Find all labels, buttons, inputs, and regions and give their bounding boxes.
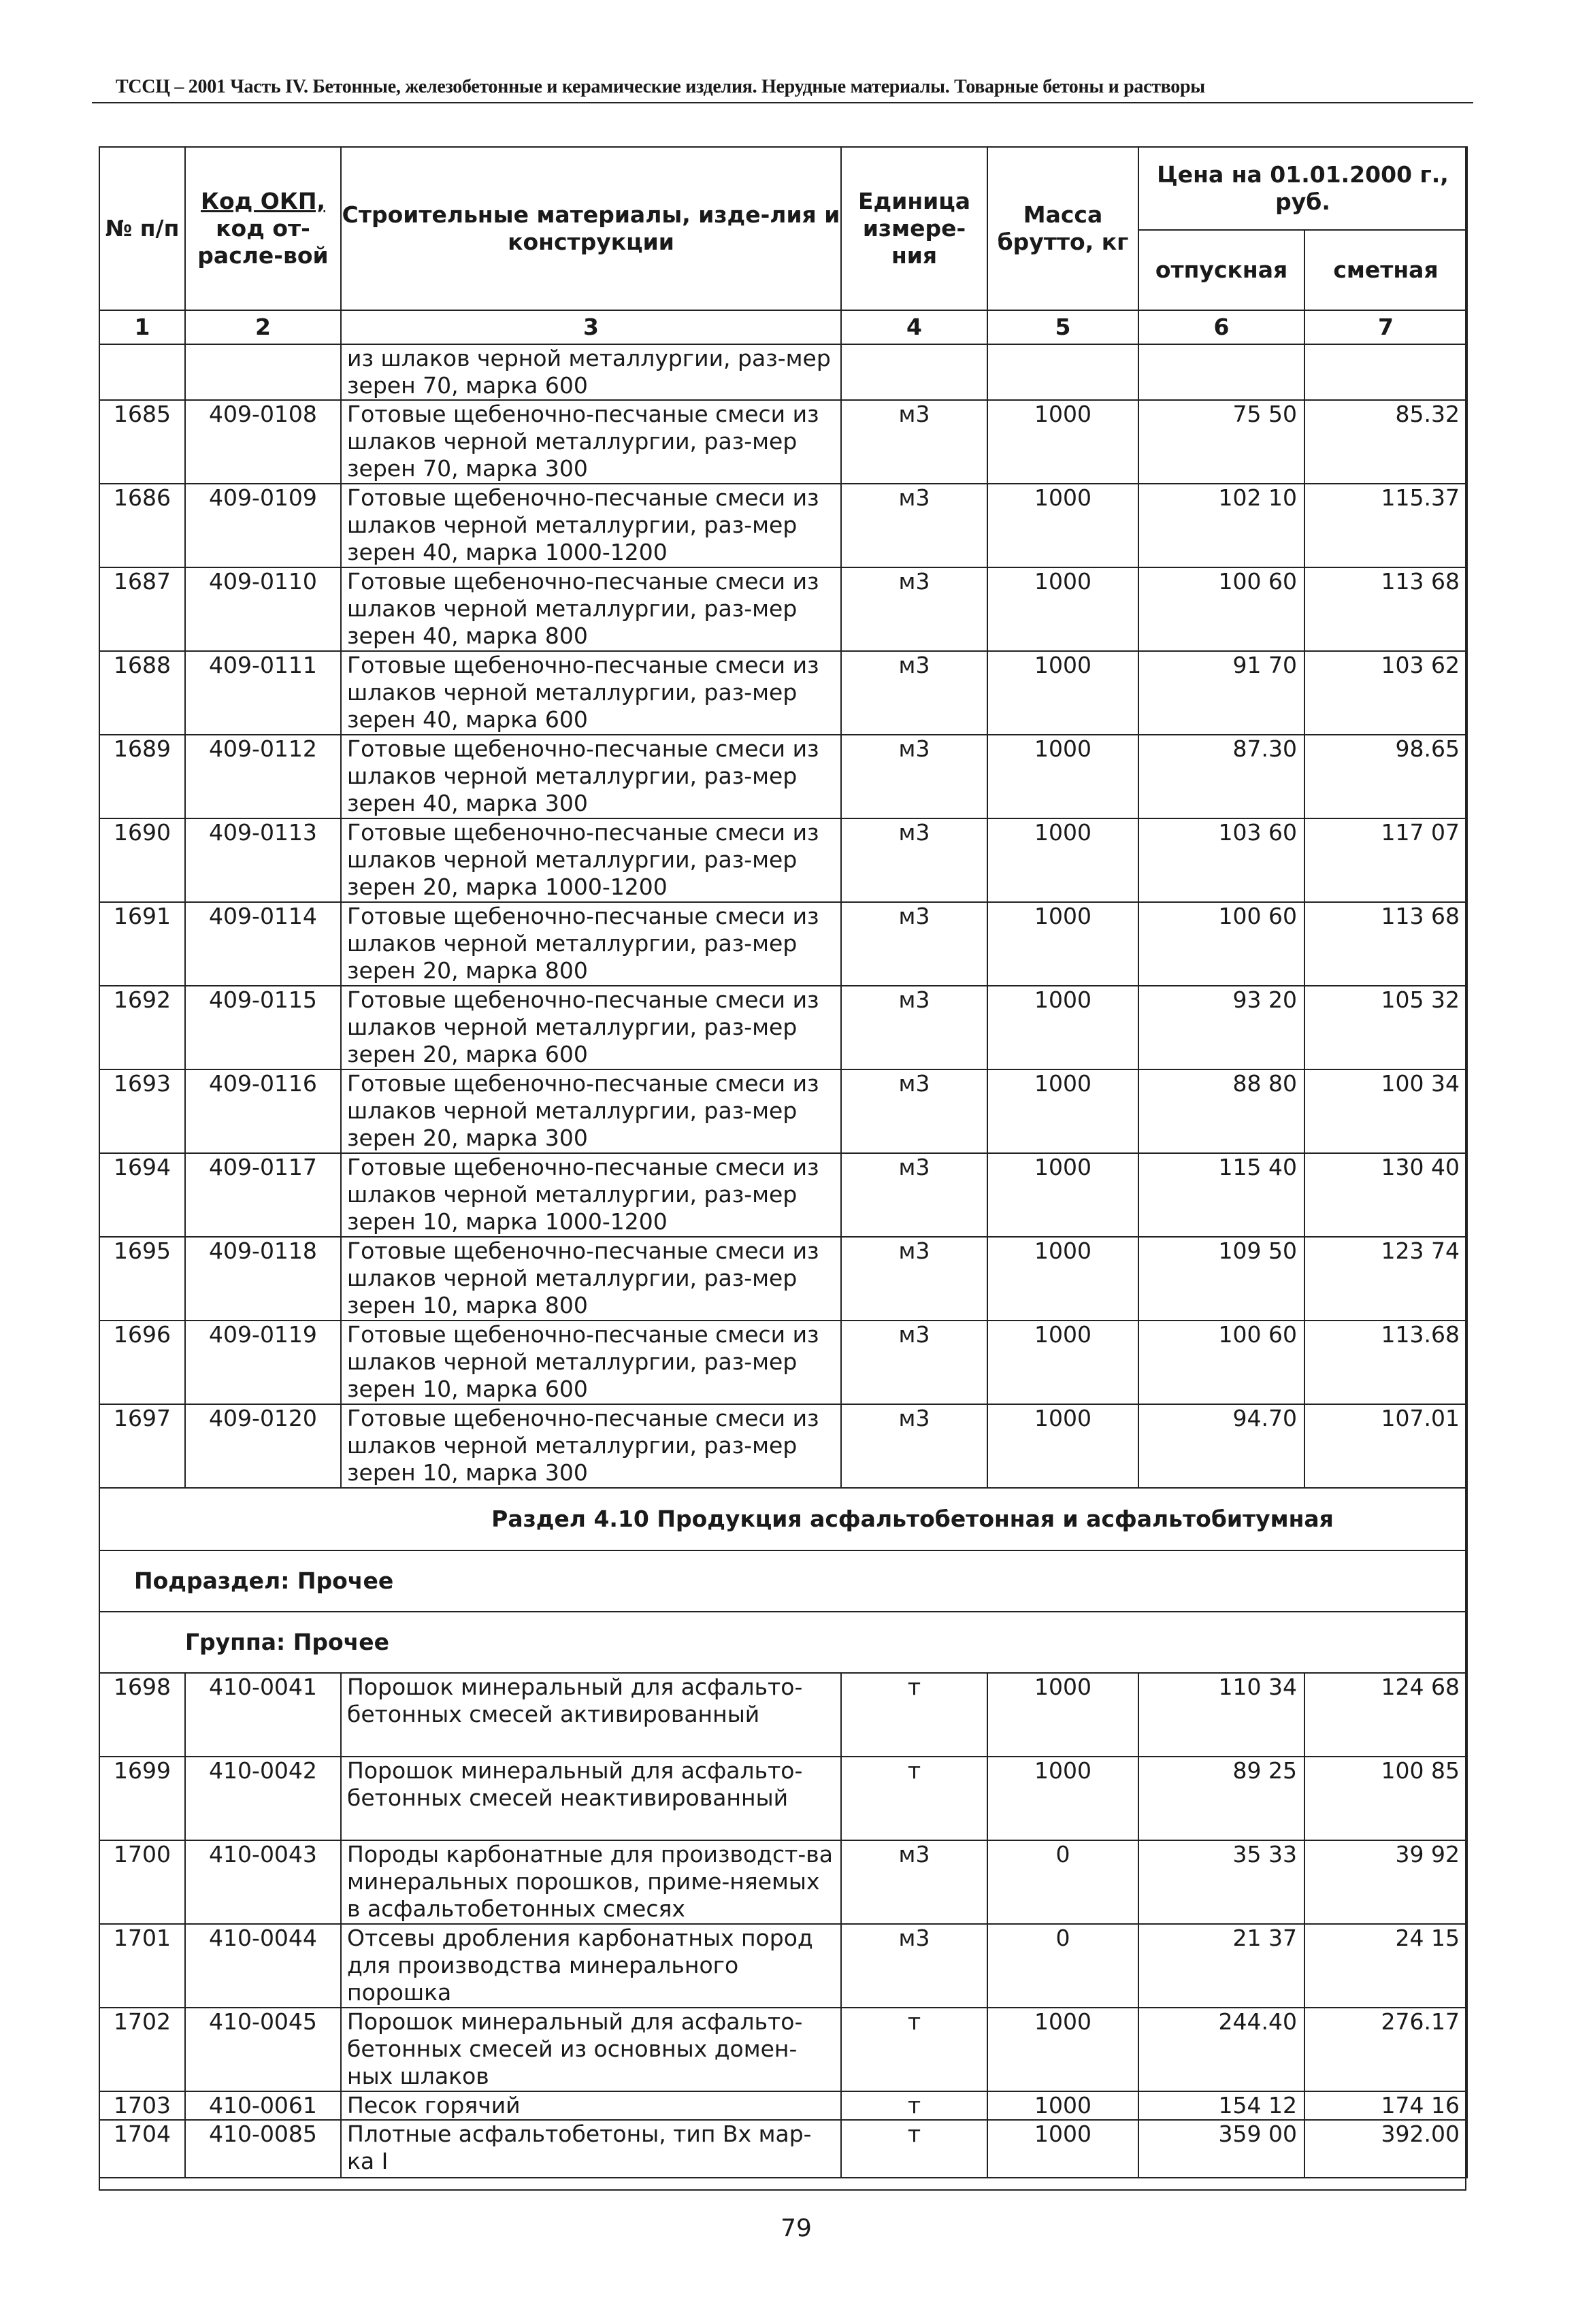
material-description: Готовые щебеночно-песчаные смеси из шлаков черной металлургии, раз-мер зерен 70, марка 300 — [341, 400, 841, 484]
page-number: 79 — [781, 2214, 812, 2242]
price-estimate: 174 16 — [1304, 2091, 1467, 2120]
gross-mass: 0 — [987, 1924, 1138, 2008]
unit-of-measure: м3 — [841, 902, 987, 986]
price-estimate: 107.01 — [1304, 1404, 1467, 1488]
unit-of-measure: м3 — [841, 1069, 987, 1153]
material-description: Плотные асфальтобетоны, тип Вх мар-ка I — [341, 2120, 841, 2178]
col-header-okp — [185, 147, 341, 310]
row-number: 1702 — [99, 2008, 185, 2091]
subsection-title: Подраздел: Прочее — [99, 1550, 1467, 1612]
material-description: Готовые щебеночно-песчаные смеси из шлаков черной металлургии, раз-мер зерен 40, марка 1000-1200 — [341, 484, 841, 567]
table-row — [99, 1069, 1467, 1153]
table-row — [99, 986, 1467, 1069]
gross-mass: 1000 — [987, 1069, 1138, 1153]
row-number: 1694 — [99, 1153, 185, 1237]
price-release: 75 50 — [1138, 400, 1304, 484]
row-number: 1696 — [99, 1321, 185, 1404]
okp-code: 409-0109 — [185, 484, 341, 567]
price-release: 103 60 — [1138, 818, 1304, 902]
column-number: 1 — [99, 310, 185, 344]
material-description: Порошок минеральный для асфальто-бетонных смесей активированный — [341, 1673, 841, 1757]
okp-code: 410-0044 — [185, 1924, 341, 2008]
gross-mass: 1000 — [987, 902, 1138, 986]
okp-code: 409-0115 — [185, 986, 341, 1069]
gross-mass: 0 — [987, 1840, 1138, 1924]
gross-mass: 1000 — [987, 1673, 1138, 1757]
table-row — [99, 651, 1467, 735]
price-estimate: 123 74 — [1304, 1237, 1467, 1321]
material-description: Готовые щебеночно-песчаные смеси из шлаков черной металлургии, раз-мер зерен 40, марка 600 — [341, 651, 841, 735]
material-description: Готовые щебеночно-песчаные смеси из шлаков черной металлургии, раз-мер зерен 20, марка 800 — [341, 902, 841, 986]
row-number: 1687 — [99, 567, 185, 651]
gross-mass: 1000 — [987, 2120, 1138, 2178]
price-estimate: 98.65 — [1304, 735, 1467, 818]
gross-mass: 1000 — [987, 818, 1138, 902]
price-release: 244.40 — [1138, 2008, 1304, 2091]
table-row — [99, 2120, 1467, 2178]
price-estimate: 39 92 — [1304, 1840, 1467, 1924]
group-title: Группа: Прочее — [99, 1612, 1467, 1673]
price-estimate: 113 68 — [1304, 902, 1467, 986]
group-title-row — [99, 1612, 1467, 1673]
okp-code: 409-0114 — [185, 902, 341, 986]
table-row — [99, 1924, 1467, 2008]
price-release: 359 00 — [1138, 2120, 1304, 2178]
gross-mass: 1000 — [987, 400, 1138, 484]
running-title: ТССЦ – 2001 Часть IV. Бетонные, железобетонные и керамические изделия. Нерудные материалы. Товарные бетоны и растворы — [116, 76, 1205, 97]
gross-mass: 1000 — [987, 2091, 1138, 2120]
price-release: 93 20 — [1138, 986, 1304, 1069]
table-row — [99, 1757, 1467, 1840]
price-estimate: 115.37 — [1304, 484, 1467, 567]
price-estimate: 85.32 — [1304, 400, 1467, 484]
row-number: 1693 — [99, 1069, 185, 1153]
row-number: 1701 — [99, 1924, 185, 2008]
okp-code: 409-0111 — [185, 651, 341, 735]
table-row — [99, 1404, 1467, 1488]
unit-of-measure: м3 — [841, 1840, 987, 1924]
table-row — [99, 567, 1467, 651]
unit-of-measure: м3 — [841, 735, 987, 818]
price-estimate: 103 62 — [1304, 651, 1467, 735]
section-title: Раздел 4.10 Продукция асфальтобетонная и асфальтобитумная — [99, 1488, 1467, 1550]
okp-code: 410-0042 — [185, 1757, 341, 1840]
price-estimate: 124 68 — [1304, 1673, 1467, 1757]
okp-code: 410-0085 — [185, 2120, 341, 2178]
okp-code: 409-0119 — [185, 1321, 341, 1404]
row-number: 1691 — [99, 902, 185, 986]
price-estimate: 113 68 — [1304, 567, 1467, 651]
column-number: 7 — [1304, 310, 1467, 344]
row-number: 1692 — [99, 986, 185, 1069]
table-row — [99, 902, 1467, 986]
col-header-price-group: Цена на 01.01.2000 г., руб. — [1138, 147, 1467, 230]
price-release: 21 37 — [1138, 1924, 1304, 2008]
row-number: 1695 — [99, 1237, 185, 1321]
material-description: Порошок минеральный для асфальто-бетонных смесей из основных домен-ных шлаков — [341, 2008, 841, 2091]
unit-of-measure: м3 — [841, 400, 987, 484]
material-description: Готовые щебеночно-песчаные смеси из шлаков черной металлургии, раз-мер зерен 40, марка 800 — [341, 567, 841, 651]
section-title-row — [99, 1488, 1467, 1550]
price-estimate: 113.68 — [1304, 1321, 1467, 1404]
col-header-material: Строительные материалы, изде-лия и конструкции — [341, 147, 841, 310]
price-release: 89 25 — [1138, 1757, 1304, 1840]
row-number: 1699 — [99, 1757, 185, 1840]
okp-code: 410-0043 — [185, 1840, 341, 1924]
gross-mass: 1000 — [987, 484, 1138, 567]
price-estimate: 24 15 — [1304, 1924, 1467, 2008]
price-release: 154 12 — [1138, 2091, 1304, 2120]
unit-of-measure: т — [841, 2120, 987, 2178]
col-header-price-estimate: сметная — [1304, 230, 1467, 310]
col-header-okp-line1: Код ОКП, — [201, 188, 325, 214]
material-description: Готовые щебеночно-песчаные смеси из шлаков черной металлургии, раз-мер зерен 20, марка 600 — [341, 986, 841, 1069]
okp-code: 409-0113 — [185, 818, 341, 902]
okp-code: 410-0061 — [185, 2091, 341, 2120]
unit-of-measure: м3 — [841, 818, 987, 902]
unit-of-measure: м3 — [841, 1153, 987, 1237]
price-release: 110 34 — [1138, 1673, 1304, 1757]
row-number: 1688 — [99, 651, 185, 735]
price-estimate: 276.17 — [1304, 2008, 1467, 2091]
gross-mass: 1000 — [987, 1404, 1138, 1488]
unit-of-measure: м3 — [841, 1321, 987, 1404]
table-row — [99, 1840, 1467, 1924]
gross-mass: 1000 — [987, 986, 1138, 1069]
price-estimate: 392.00 — [1304, 2120, 1467, 2178]
table-body — [99, 344, 1467, 2178]
col-header-price-release: отпускная — [1138, 230, 1304, 310]
table-row — [99, 400, 1467, 484]
gross-mass: 1000 — [987, 1153, 1138, 1237]
row-number: 1697 — [99, 1404, 185, 1488]
unit-of-measure: м3 — [841, 986, 987, 1069]
price-estimate: 105 32 — [1304, 986, 1467, 1069]
unit-of-measure: т — [841, 1757, 987, 1840]
row-number: 1690 — [99, 818, 185, 902]
table-row — [99, 1321, 1467, 1404]
row-number: 1689 — [99, 735, 185, 818]
okp-code: 409-0110 — [185, 567, 341, 651]
table-row — [99, 484, 1467, 567]
price-estimate: 117 07 — [1304, 818, 1467, 902]
row-number: 1685 — [99, 400, 185, 484]
material-description: Порошок минеральный для асфальто-бетонных смесей неактивированный — [341, 1757, 841, 1840]
price-release: 35 33 — [1138, 1840, 1304, 1924]
okp-code: 409-0116 — [185, 1069, 341, 1153]
material-description: Готовые щебеночно-песчаные смеси из шлаков черной металлургии, раз-мер зерен 10, марка 800 — [341, 1237, 841, 1321]
material-description: Готовые щебеночно-песчаные смеси из шлаков черной металлургии, раз-мер зерен 40, марка 300 — [341, 735, 841, 818]
unit-of-measure: м3 — [841, 484, 987, 567]
price-release: 100 60 — [1138, 567, 1304, 651]
unit-of-measure: м3 — [841, 1237, 987, 1321]
column-number: 2 — [185, 310, 341, 344]
okp-code: 409-0118 — [185, 1237, 341, 1321]
table-row — [99, 818, 1467, 902]
price-release: 87.30 — [1138, 735, 1304, 818]
col-header-unit: Единица измере-ния — [841, 147, 987, 310]
row-number: 1698 — [99, 1673, 185, 1757]
price-release: 115 40 — [1138, 1153, 1304, 1237]
price-release: 88 80 — [1138, 1069, 1304, 1153]
okp-code: 409-0120 — [185, 1404, 341, 1488]
unit-of-measure: м3 — [841, 567, 987, 651]
price-estimate: 130 40 — [1304, 1153, 1467, 1237]
unit-of-measure: т — [841, 1673, 987, 1757]
unit-of-measure: м3 — [841, 1924, 987, 2008]
material-description: Песок горячий — [341, 2091, 841, 2120]
gross-mass: 1000 — [987, 1321, 1138, 1404]
col-header-no: № п/п — [99, 147, 185, 310]
price-release: 94.70 — [1138, 1404, 1304, 1488]
price-release: 91 70 — [1138, 651, 1304, 735]
price-estimate: 100 34 — [1304, 1069, 1467, 1153]
col-header-okp-line2: код от-расле-вой — [197, 215, 329, 269]
table-row — [99, 2091, 1467, 2120]
table-row — [99, 735, 1467, 818]
row-number: 1704 — [99, 2120, 185, 2178]
unit-of-measure: м3 — [841, 1404, 987, 1488]
gross-mass: 1000 — [987, 567, 1138, 651]
price-release: 100 60 — [1138, 1321, 1304, 1404]
table-row — [99, 1153, 1467, 1237]
column-number: 6 — [1138, 310, 1304, 344]
price-estimate: 100 85 — [1304, 1757, 1467, 1840]
row-number: 1700 — [99, 1840, 185, 1924]
col-header-mass: Масса брутто, кг — [987, 147, 1138, 310]
row-number: 1703 — [99, 2091, 185, 2120]
continuation-description: из шлаков черной металлургии, раз-мер зерен 70, марка 600 — [341, 344, 841, 400]
price-release: 109 50 — [1138, 1237, 1304, 1321]
continuation-row — [99, 344, 1467, 400]
material-description: Готовые щебеночно-песчаные смеси из шлаков черной металлургии, раз-мер зерен 10, марка 300 — [341, 1404, 841, 1488]
unit-of-measure: м3 — [841, 651, 987, 735]
header-rule — [92, 102, 1473, 103]
okp-code: 409-0117 — [185, 1153, 341, 1237]
table-row — [99, 1673, 1467, 1757]
okp-code: 410-0045 — [185, 2008, 341, 2091]
unit-of-measure: т — [841, 2091, 987, 2120]
gross-mass: 1000 — [987, 1757, 1138, 1840]
price-release: 100 60 — [1138, 902, 1304, 986]
column-number: 4 — [841, 310, 987, 344]
price-release: 102 10 — [1138, 484, 1304, 567]
column-number: 3 — [341, 310, 841, 344]
material-description: Готовые щебеночно-песчаные смеси из шлаков черной металлургии, раз-мер зерен 20, марка 300 — [341, 1069, 841, 1153]
material-description: Готовые щебеночно-песчаные смеси из шлаков черной металлургии, раз-мер зерен 10, марка 1000-1200 — [341, 1153, 841, 1237]
gross-mass: 1000 — [987, 2008, 1138, 2091]
column-number-row — [99, 310, 1467, 344]
unit-of-measure: т — [841, 2008, 987, 2091]
subsection-title-row — [99, 1550, 1467, 1612]
gross-mass: 1000 — [987, 651, 1138, 735]
material-description: Отсевы дробления карбонатных пород для производства минерального порошка — [341, 1924, 841, 2008]
gross-mass: 1000 — [987, 1237, 1138, 1321]
column-number: 5 — [987, 310, 1138, 344]
okp-code: 410-0041 — [185, 1673, 341, 1757]
okp-code: 409-0112 — [185, 735, 341, 818]
row-number: 1686 — [99, 484, 185, 567]
price-table — [99, 146, 1468, 2178]
okp-code: 409-0108 — [185, 400, 341, 484]
table-row — [99, 1237, 1467, 1321]
material-description: Готовые щебеночно-песчаные смеси из шлаков черной металлургии, раз-мер зерен 10, марка 600 — [341, 1321, 841, 1404]
gross-mass: 1000 — [987, 735, 1138, 818]
material-description: Готовые щебеночно-песчаные смеси из шлаков черной металлургии, раз-мер зерен 20, марка 1000-1200 — [341, 818, 841, 902]
material-description: Породы карбонатные для производст-ва минеральных порошков, приме-няемых в асфальтобетонных смесях — [341, 1840, 841, 1924]
table-row — [99, 2008, 1467, 2091]
